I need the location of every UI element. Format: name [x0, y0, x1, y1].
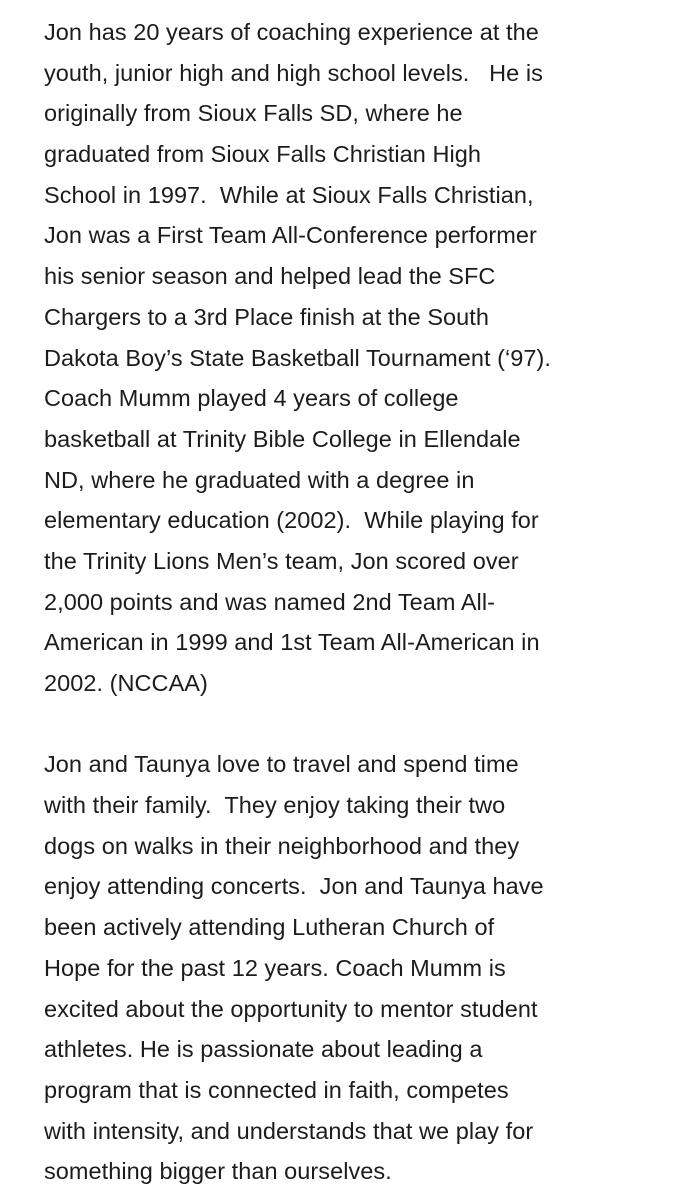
- text-line: program that is connected in faith, competes: [44, 1076, 509, 1103]
- text-line: graduated from Sioux Falls Christian High: [44, 141, 481, 168]
- text-line: something bigger than ourselves.: [44, 1158, 392, 1185]
- text-line: 2,000 points and was named 2nd Team All-: [44, 588, 495, 615]
- text-line: 2002. (NCCAA): [44, 670, 208, 696]
- text-line: Dakota Boy’s State Basketball Tournament (‘97).: [44, 344, 552, 371]
- text-line: originally from Sioux Falls SD, where he: [44, 100, 463, 127]
- text-line: enjoy attending concerts. Jon and Taunya have: [44, 873, 544, 900]
- text-line: athletes. He is passionate about leading a: [44, 1036, 483, 1063]
- text-line: elementary education (2002). While playing for: [44, 507, 539, 534]
- bio-document: [44, 12, 669, 1192]
- text-line: excited about the opportunity to mentor student: [44, 995, 538, 1022]
- text-line: with their family. They enjoy taking their two: [44, 792, 506, 819]
- text-line: the Trinity Lions Men’s team, Jon scored over: [44, 547, 519, 574]
- text-line: dogs on walks in their neighborhood and they: [44, 832, 520, 859]
- text-line: ND, where he graduated with a degree in: [44, 466, 475, 493]
- text-line: Chargers to a 3rd Place finish at the South: [44, 303, 489, 330]
- text-line: youth, junior high and high school levels. He is: [44, 59, 543, 86]
- text-line: Hope for the past 12 years. Coach Mumm is: [44, 954, 506, 981]
- bio-paragraph-personal: [44, 744, 669, 1192]
- paragraph-gap: [44, 704, 669, 745]
- text-line: School in 1997. While at Sioux Falls Christian,: [44, 181, 534, 208]
- text-line: Jon has 20 years of coaching experience at the: [44, 19, 539, 45]
- text-line: with intensity, and understands that we play for: [44, 1117, 534, 1144]
- text-line: his senior season and helped lead the SFC: [44, 263, 496, 290]
- text-line: Jon was a First Team All-Conference performer: [44, 222, 537, 249]
- text-line: American in 1999 and 1st Team All-American in: [44, 629, 540, 656]
- text-line: been actively attending Lutheran Church of: [44, 914, 495, 941]
- bio-paragraph-coaching: [44, 12, 669, 704]
- text-line: Jon and Taunya love to travel and spend time: [44, 751, 519, 778]
- text-line: basketball at Trinity Bible College in Ellendale: [44, 425, 521, 452]
- text-line: Coach Mumm played 4 years of college: [44, 385, 459, 412]
